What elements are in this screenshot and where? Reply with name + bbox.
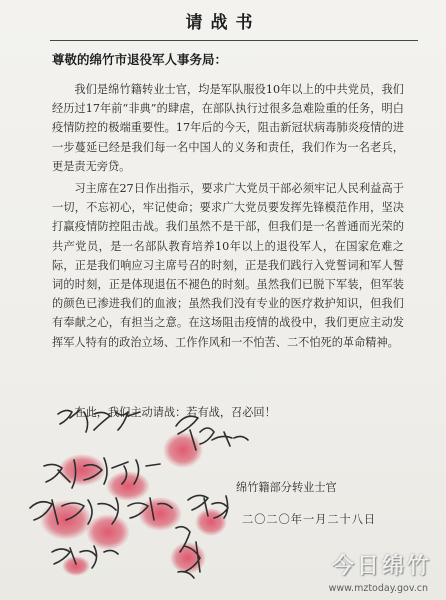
watermark-logo: 今日绵竹 <box>331 554 432 579</box>
closing-line: 在此，我们主动请战：若有战，召必回！ <box>74 406 276 419</box>
signer-name: 绵竹籍部分转业士官 <box>236 481 337 494</box>
watermark-url: www.mztoday.gov.cn <box>328 583 428 594</box>
paragraph-1: 我们是绵竹籍转业士官，均是军队服役10年以上的中共党员，我们经历过17年前“非典”的肆虐，在部队执行过很多急难险重的任务，明白疫情防控的极端重要性。17年后的今天，阻击新冠状病毒肺炎疫情的进一步蔓延已经是我们每一名中国人的义务和责任，我们作为一名老兵，更是责无旁贷。 <box>52 83 404 173</box>
paragraph-2: 习主席在27日作出指示，要求广大党员干部必须牢记人民利益高于一切，不忘初心，牢记使命；要求广大党员要发挥先锋模范作用，坚决打赢疫情防控阻击战。我们虽然不是干部，但我们是一名普通而光荣的共产党员，是一名部队教育培养10年以上的退役军人，在国家危难之际，正是我们响应习主席号召的时刻，正是我们践行入党誓词和军人誓词的时刻，正是体现退伍不褪色的时刻。虽然我们已脱下军装，但军装的颜色已渗进我们的血液；虽然我们没有专业的医疗救护知识，但我们有奉献之心，有担当之意。在这场阻击疫情的战役中，我们更应主动发挥军人特有的政治立场、工作作风和一不怕苦、二不怕死的革命精神。 <box>52 182 404 349</box>
salutation: 尊敬的绵竹市退役军人事务局： <box>52 52 228 67</box>
document-title: 请战书 <box>185 13 261 33</box>
signing-date: 二〇二〇年一月二十八日 <box>242 513 377 526</box>
